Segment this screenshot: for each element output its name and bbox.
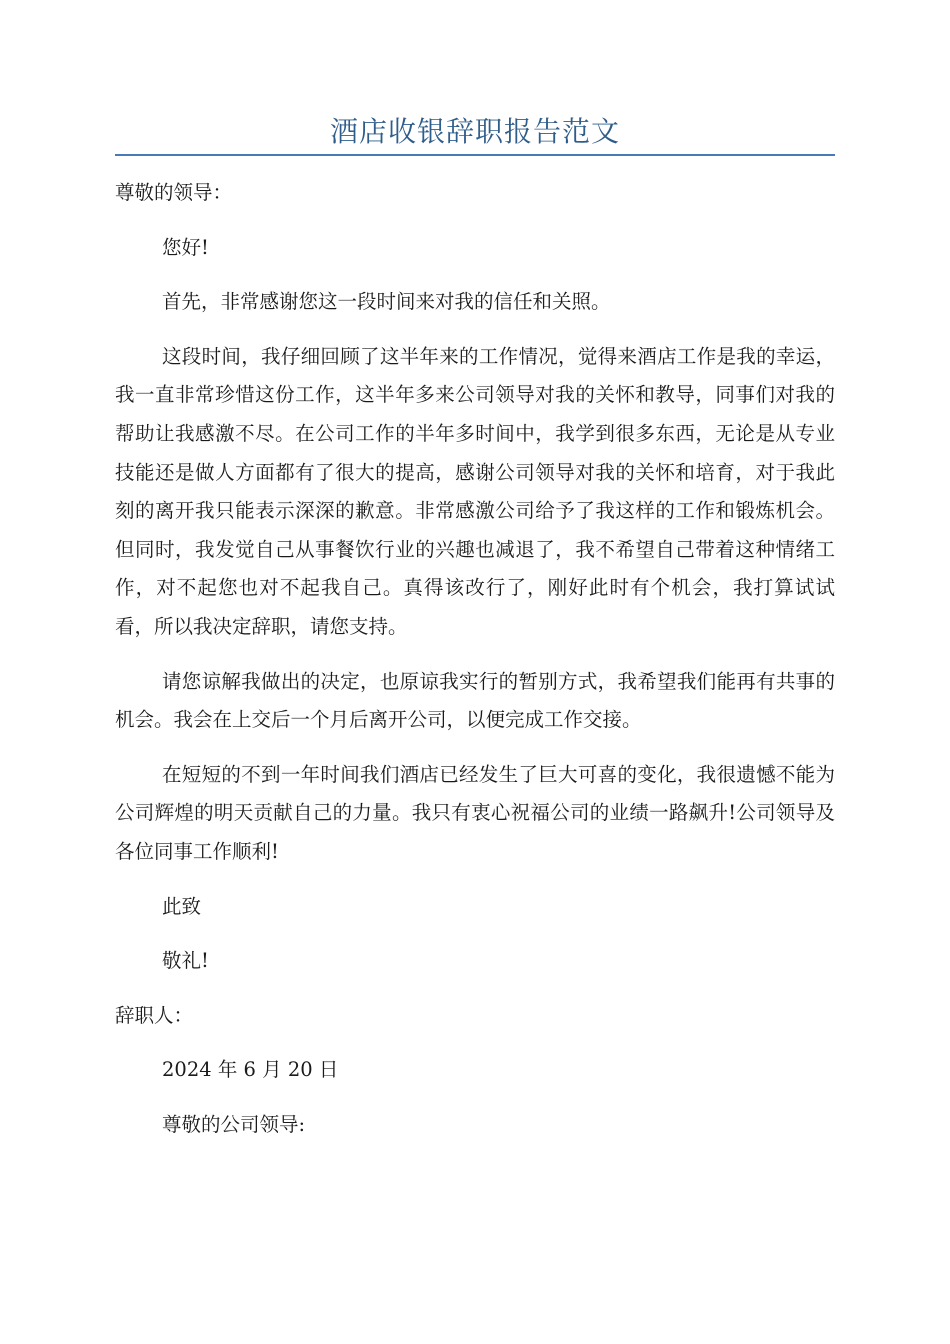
paragraph-wishes: 在短短的不到一年时间我们酒店已经发生了巨大可喜的变化，我很遗憾不能为公司辉煌的明天贡献自己的力量。我只有衷心祝福公司的业绩一路飙升!公司领导及各位同事工作顺利!: [115, 762, 835, 863]
paragraph-hello: 您好!: [162, 235, 209, 259]
closing-regards: 敬礼!: [162, 949, 209, 973]
signature-label: 辞职人：: [115, 1003, 194, 1027]
document-title: 酒店收银辞职报告范文: [329, 115, 620, 148]
title-underline: [115, 154, 835, 156]
paragraph-reflection: 这段时间，我仔细回顾了这半年来的工作情况，觉得来酒店工作是我的幸运，我一直非常珍惜这份工作，这半年多来公司领导对我的关怀和教导，同事们对我的帮助让我感激不尽。在公司工作的半年多时间中，我学到很多东西，无论是从专业技能还是做人方面都有了很大的提高，感谢公司领导对我的关怀和培育，对于我此刻的离开我只能表示深深的歉意。非常感激公司给予了我这样的工作和锻炼机会。但同时，我发觉自己从事餐饮行业的兴趣也减退了，我不希望自己带着这种情绪工作，对不起您也对不起我自己。真得该改行了，刚好此时有个机会，我打算试试看，所以我决定辞职，请您支持。: [115, 344, 835, 638]
date: 2024 年 6 月 20 日: [162, 1058, 339, 1082]
greeting: 尊敬的领导：: [115, 181, 233, 204]
closing-salutation: 此致: [162, 894, 202, 918]
paragraph-thanks: 首先，非常感谢您这一段时间来对我的信任和关照。: [162, 290, 611, 314]
next-greeting: 尊敬的公司领导:: [162, 1112, 306, 1136]
document-body: [115, 174, 835, 1160]
paragraph-request: 请您谅解我做出的决定，也原谅我实行的暂别方式，我希望我们能再有共事的机会。我会在上交后一个月后离开公司，以便完成工作交接。: [115, 669, 835, 732]
